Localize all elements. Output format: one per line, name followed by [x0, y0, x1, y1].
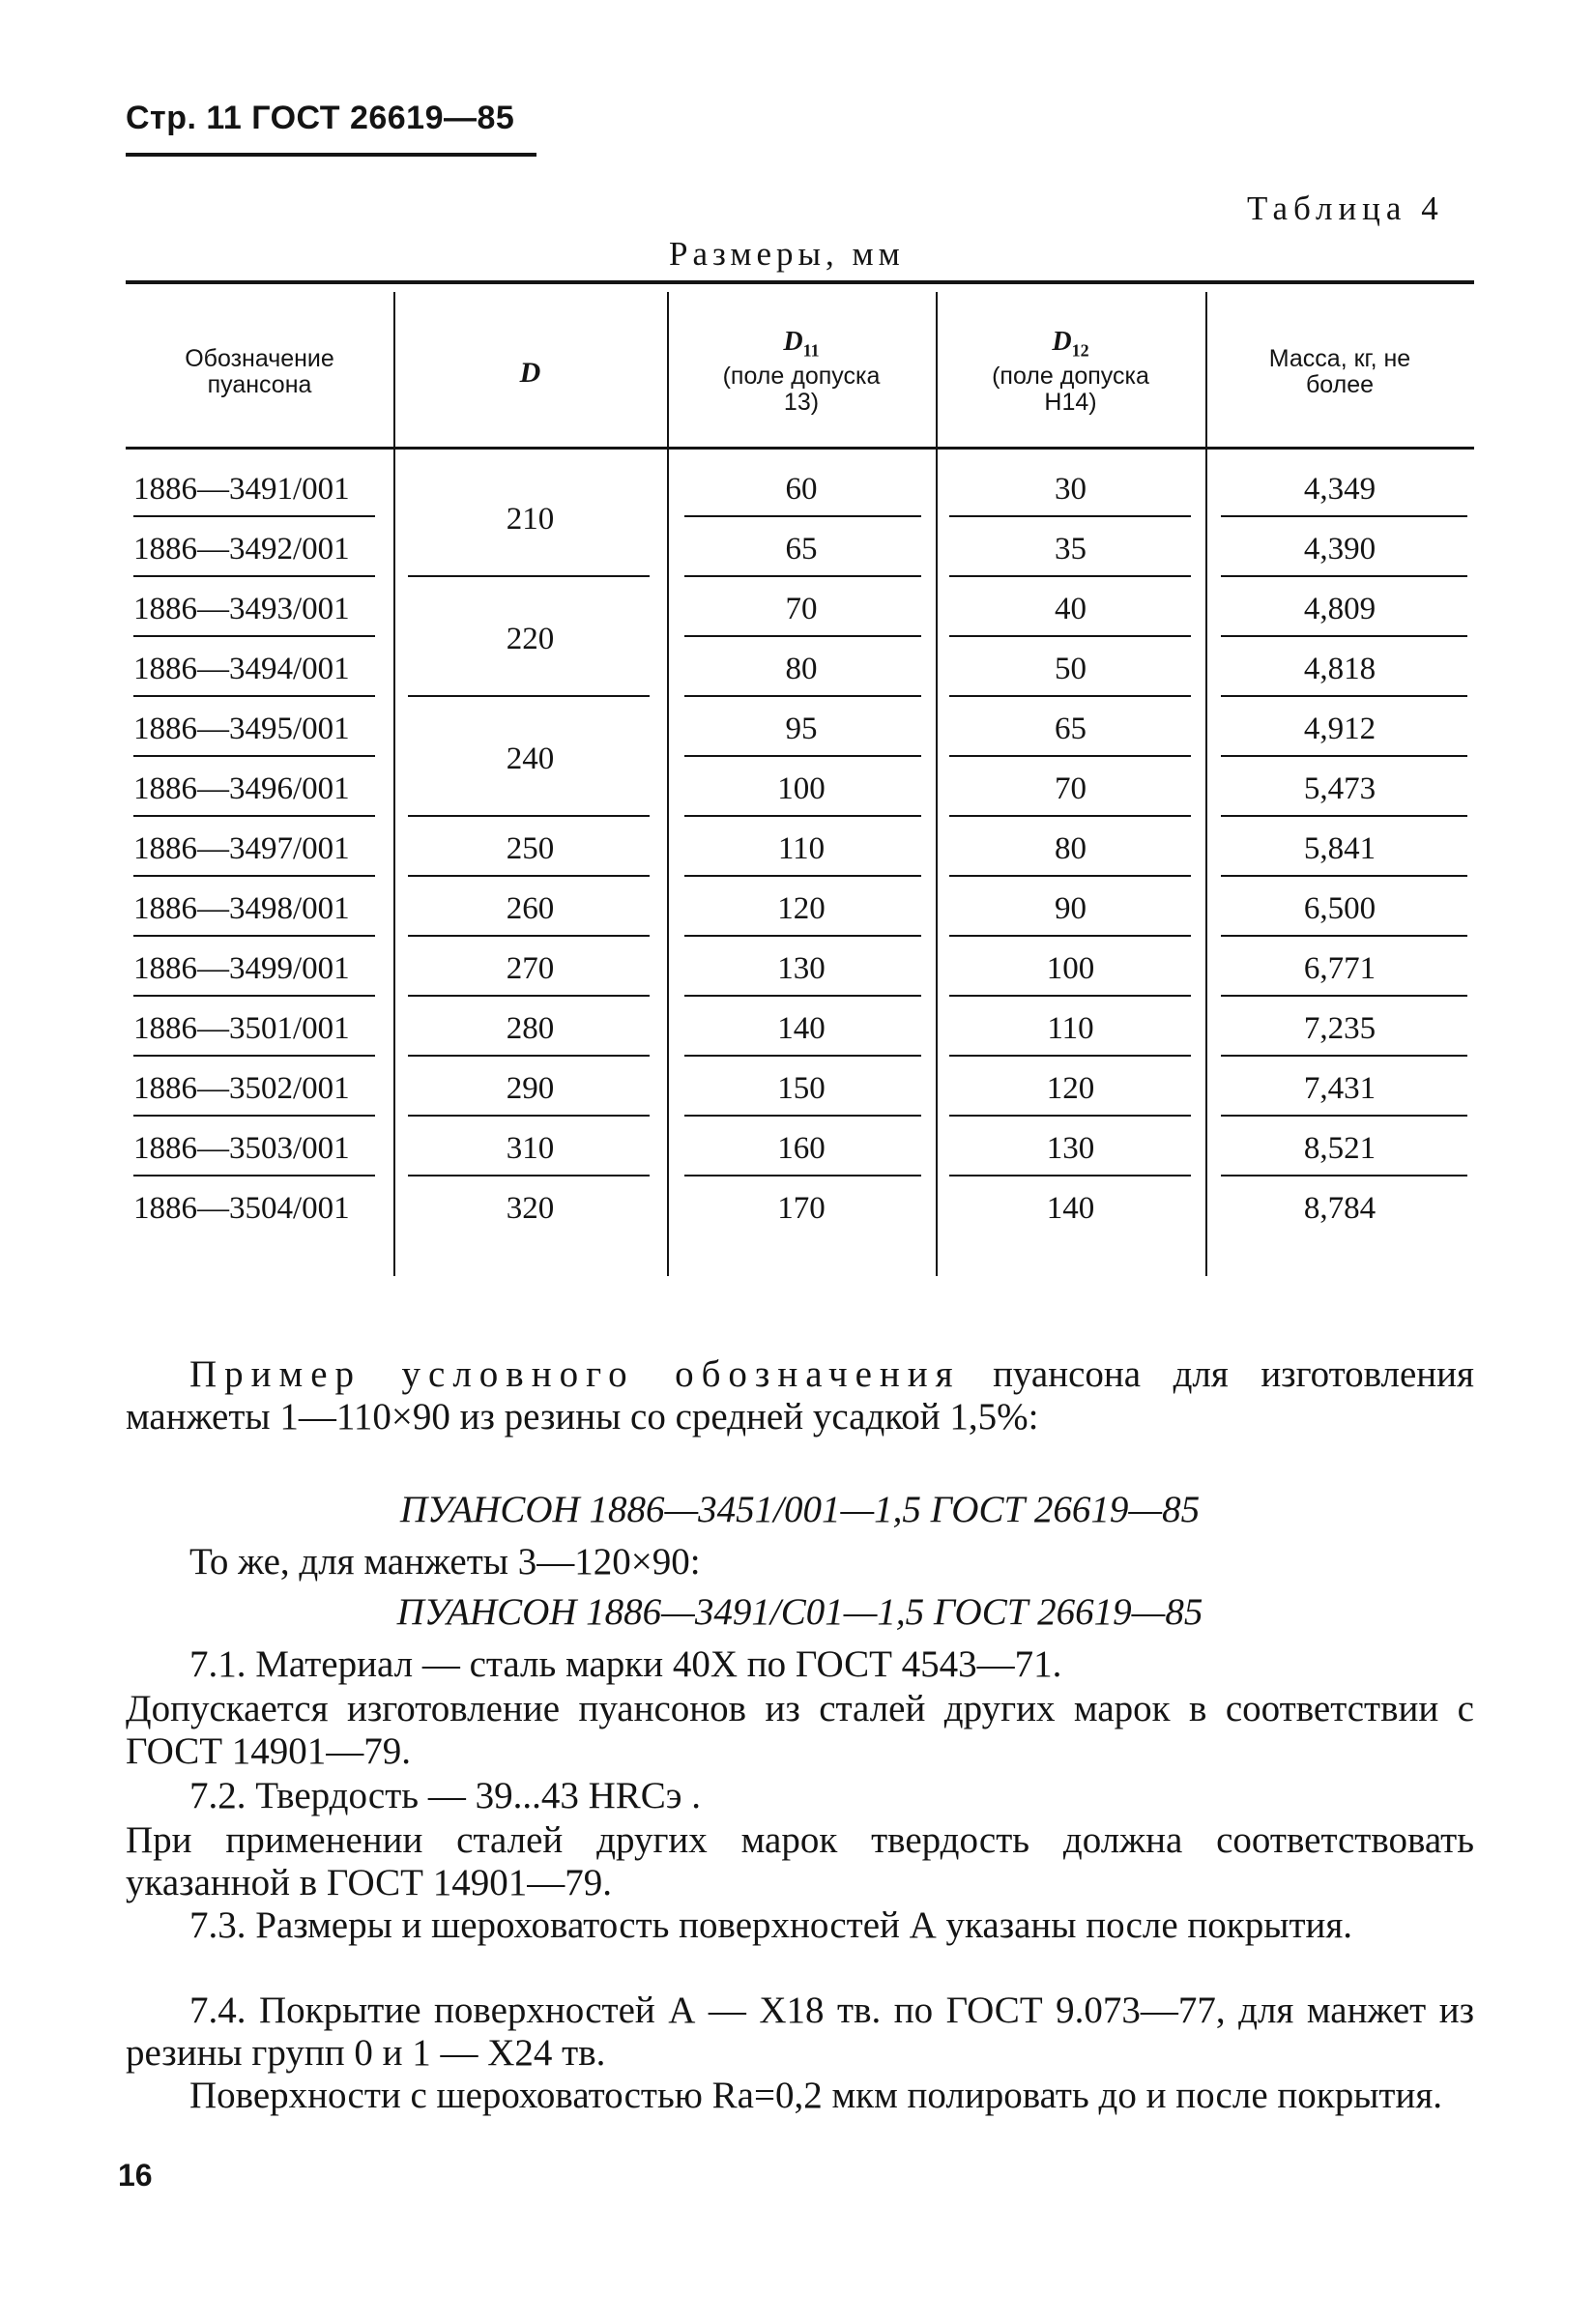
table-cell-mass: 6,500 [1303, 891, 1377, 926]
table-cell-d11: 65 [785, 532, 818, 566]
table-cell-d: 320 [506, 1191, 555, 1226]
example-paragraph: Пример условного обозначения пуансона для изготовления манжеты 1—110×90 из резины со средней усадкой 1,5%: [126, 1353, 1474, 1438]
table-units: Размеры, мм [669, 235, 905, 273]
row-rule [133, 995, 375, 997]
row-rule [684, 1175, 921, 1177]
row-rule [133, 1115, 375, 1117]
clause-7-1: 7.1. Материал — сталь марки 40Х по ГОСТ 4543—71. [189, 1643, 1062, 1685]
table-cell-d11: 120 [777, 891, 826, 926]
table-cell-d: 290 [506, 1071, 555, 1106]
table-cell-d11: 140 [777, 1011, 826, 1046]
row-rule [133, 875, 375, 877]
header-mass: Масса, кг, не более [1268, 345, 1411, 398]
page-header: Стр. 11 ГОСТ 26619—85 [126, 100, 515, 136]
table-cell-code: 1886—3492/001 [133, 532, 350, 566]
row-rule [133, 575, 375, 577]
table-cell-mass: 4,809 [1303, 592, 1377, 626]
row-rule [949, 1115, 1191, 1117]
table-cell-d: 210 [506, 502, 555, 537]
row-rule [684, 1115, 921, 1117]
table-cell-d12: 50 [1055, 652, 1087, 686]
row-rule [949, 815, 1191, 817]
clause-7-2: 7.2. Твердость — 39...43 HRCэ . [189, 1775, 701, 1816]
table-top-rule [126, 280, 1474, 284]
example-code-2: ПУАНСОН 1886—3491/С01—1,5 ГОСТ 26619—85 [396, 1591, 1203, 1633]
row-rule [949, 515, 1191, 517]
table-cell-d11: 100 [777, 771, 826, 806]
table-cell-d12: 130 [1046, 1131, 1095, 1166]
row-rule [133, 635, 375, 637]
table-cell-d12: 35 [1055, 532, 1087, 566]
table-cell-d: 260 [506, 891, 555, 926]
clause-7-4: 7.4. Покрытие поверхностей А — Х18 тв. по ГОСТ 9.073—77, для манжет из резины групп 0 и 1 — Х24 тв. [126, 1990, 1474, 2074]
row-rule [408, 935, 650, 937]
row-rule [408, 575, 650, 577]
table-cell-mass: 6,771 [1303, 951, 1377, 986]
row-rule [684, 815, 921, 817]
table-header-rule [126, 447, 1474, 450]
table-cell-mass: 7,235 [1303, 1011, 1377, 1046]
table-cell-code: 1886—3497/001 [133, 831, 350, 866]
clause-7-3: 7.3. Размеры и шероховатость поверхностей А указаны после покрытия. [189, 1904, 1353, 1946]
punch-dimensions-table [126, 280, 1474, 1276]
row-rule [1221, 695, 1467, 697]
row-rule [133, 695, 375, 697]
table-cell-mass: 8,784 [1303, 1191, 1377, 1226]
table-cell-d12: 120 [1046, 1071, 1095, 1106]
table-label: Таблица 4 [1247, 189, 1444, 227]
table-cell-mass: 4,349 [1303, 472, 1377, 507]
table-cell-mass: 5,473 [1303, 771, 1377, 806]
header-designation: Обозначение пуансона [185, 345, 334, 398]
row-rule [408, 1175, 650, 1177]
table-cell-d: 310 [506, 1131, 555, 1166]
table-cell-d11: 95 [785, 712, 818, 746]
table-cell-code: 1886—3491/001 [133, 472, 350, 507]
row-rule [949, 575, 1191, 577]
table-cell-d11: 130 [777, 951, 826, 986]
table-cell-code: 1886—3503/001 [133, 1131, 350, 1166]
row-rule [949, 1055, 1191, 1057]
table-cell-code: 1886—3496/001 [133, 771, 350, 806]
row-rule [1221, 1055, 1467, 1057]
row-rule [684, 695, 921, 697]
row-rule [133, 935, 375, 937]
table-cell-d12: 140 [1046, 1191, 1095, 1226]
table-cell-d11: 80 [785, 652, 818, 686]
table-cell-d12: 100 [1046, 951, 1095, 986]
row-rule [949, 1175, 1191, 1177]
header-d12: $D_{12}$ (поле допуска H14) [992, 326, 1149, 417]
clause-7-2-note: При применении сталей других марок твердость должна соответствовать указанной в ГОСТ 14901—79. [126, 1819, 1474, 1903]
row-rule [949, 995, 1191, 997]
clause-7-1-note: Допускается изготовление пуансонов из сталей других марок в соответствии с ГОСТ 14901—79. [126, 1688, 1474, 1772]
table-cell-code: 1886—3495/001 [133, 712, 350, 746]
table-cell-d12: 30 [1055, 472, 1087, 507]
same-for-text: То же, для манжеты 3—120×90: [189, 1541, 701, 1583]
table-cell-code: 1886—3502/001 [133, 1071, 350, 1106]
row-rule [949, 935, 1191, 937]
header-d: D [519, 356, 541, 389]
table-cell-d: 240 [506, 741, 555, 776]
table-cell-code: 1886—3501/001 [133, 1011, 350, 1046]
table-cell-d12: 65 [1055, 712, 1087, 746]
row-rule [1221, 815, 1467, 817]
row-rule [408, 815, 650, 817]
table-cell-mass: 4,390 [1303, 532, 1377, 566]
roughness-note: Поверхности с шероховатостью Ra=0,2 мкм полировать до и после покрытия. [189, 2075, 1443, 2116]
row-rule [1221, 515, 1467, 517]
row-rule [684, 575, 921, 577]
row-rule [949, 755, 1191, 757]
table-cell-code: 1886—3493/001 [133, 592, 350, 626]
row-rule [684, 515, 921, 517]
row-rule [408, 875, 650, 877]
row-rule [133, 755, 375, 757]
row-rule [684, 635, 921, 637]
row-rule [684, 755, 921, 757]
table-cell-d12: 90 [1055, 891, 1087, 926]
row-rule [133, 1175, 375, 1177]
table-cell-d: 270 [506, 951, 555, 986]
row-rule [684, 875, 921, 877]
table-cell-d12: 80 [1055, 831, 1087, 866]
table-cell-mass: 5,841 [1303, 831, 1377, 866]
table-cell-code: 1886—3499/001 [133, 951, 350, 986]
row-rule [1221, 755, 1467, 757]
row-rule [408, 995, 650, 997]
table-cell-d12: 110 [1047, 1011, 1094, 1046]
table-cell-code: 1886—3498/001 [133, 891, 350, 926]
row-rule [133, 1055, 375, 1057]
row-rule [408, 695, 650, 697]
page-number: 16 [118, 2158, 153, 2193]
row-rule [949, 695, 1191, 697]
row-rule [684, 1055, 921, 1057]
table-cell-d11: 150 [777, 1071, 826, 1106]
row-rule [949, 875, 1191, 877]
row-rule [408, 1055, 650, 1057]
row-rule [1221, 875, 1467, 877]
table-cell-code: 1886—3494/001 [133, 652, 350, 686]
table-cell-d12: 40 [1055, 592, 1087, 626]
table-cell-mass: 4,818 [1303, 652, 1377, 686]
table-cell-mass: 4,912 [1303, 712, 1377, 746]
table-cell-code: 1886—3504/001 [133, 1191, 350, 1226]
table-cell-d11: 110 [777, 831, 826, 866]
row-rule [1221, 935, 1467, 937]
table-cell-d11: 160 [777, 1131, 826, 1166]
row-rule [1221, 1115, 1467, 1117]
header-rule [126, 153, 536, 157]
header-d11: $D_{11}$ (поле допуска 13) [722, 326, 881, 417]
table-cell-d: 220 [506, 622, 555, 656]
row-rule [1221, 995, 1467, 997]
row-rule [133, 815, 375, 817]
table-cell-mass: 8,521 [1303, 1131, 1377, 1166]
table-cell-d: 280 [506, 1011, 555, 1046]
table-cell-mass: 7,431 [1303, 1071, 1377, 1106]
row-rule [1221, 635, 1467, 637]
row-rule [684, 995, 921, 997]
row-rule [408, 1115, 650, 1117]
row-rule [949, 635, 1191, 637]
table-cell-d: 250 [506, 831, 555, 866]
table-cell-d11: 70 [785, 592, 818, 626]
row-rule [1221, 1175, 1467, 1177]
table-cell-d12: 70 [1055, 771, 1087, 806]
row-rule [133, 515, 375, 517]
example-code-1: ПУАНСОН 1886—3451/001—1,5 ГОСТ 26619—85 [399, 1489, 1201, 1530]
table-cell-d11: 170 [777, 1191, 826, 1226]
table-cell-d11: 60 [785, 472, 818, 507]
row-rule [684, 935, 921, 937]
row-rule [1221, 575, 1467, 577]
